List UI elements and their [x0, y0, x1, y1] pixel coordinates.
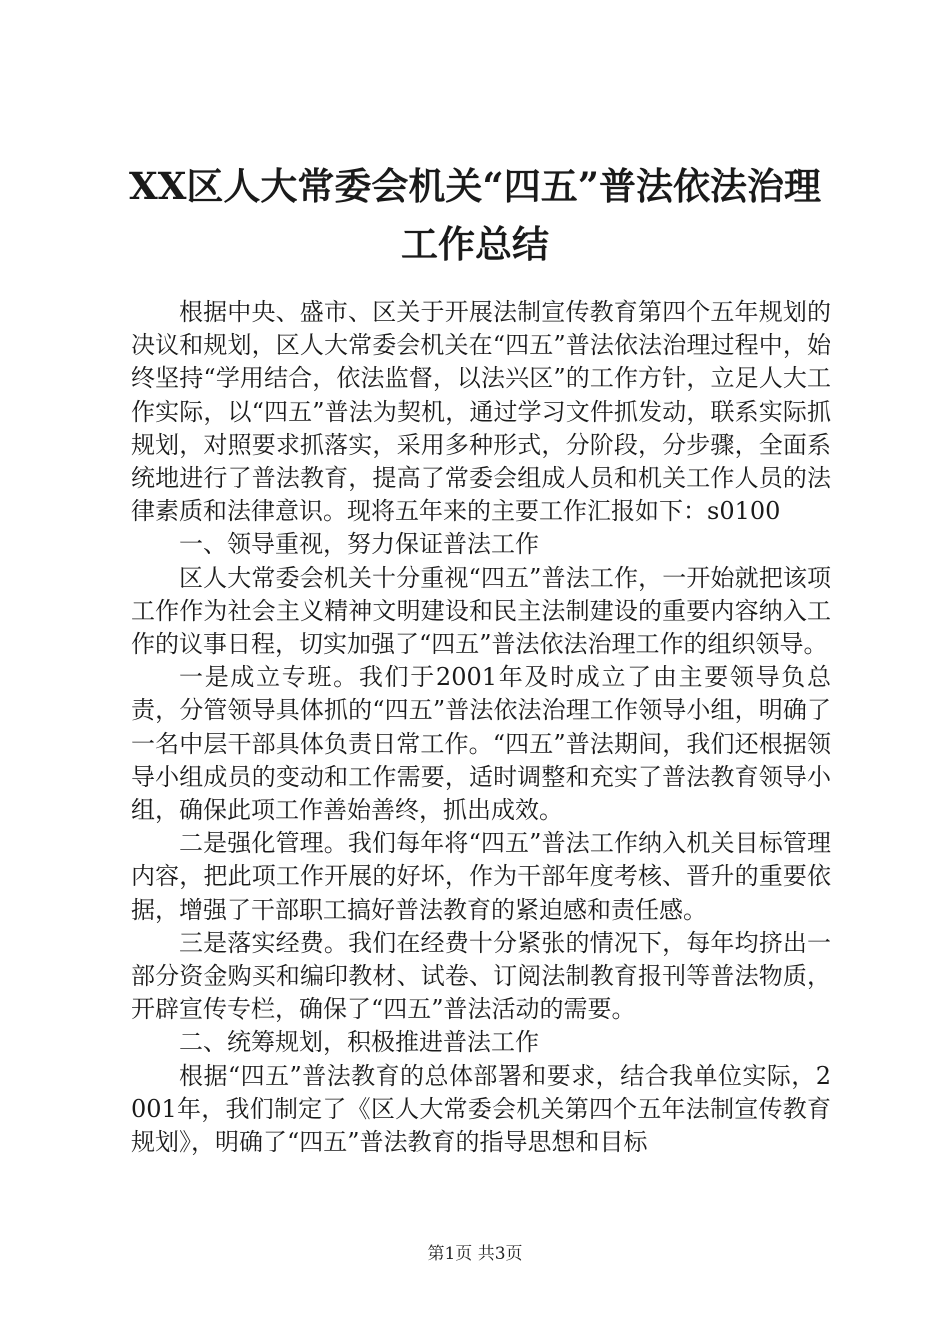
- paragraph-point-2: 二是强化管理。我们每年将“四五”普法工作纳入机关目标管理内容，把此项工作开展的好坏，作为干部年度考核、晋升的重要依据，增强了干部职工搞好普法教育的紧迫感和责任感。: [131, 829, 831, 924]
- document-title-line-2: 工作总结: [401, 222, 549, 266]
- section-heading-2: 二、统筹规划，积极推进普法工作: [179, 1028, 539, 1057]
- section-heading-1: 一、领导重视，努力保证普法工作: [179, 530, 539, 559]
- page-number-footer: 第1页 共3页: [427, 1244, 523, 1264]
- paragraph-section-2: 根据“四五”普法教育的总体部署和要求，结合我单位实际，2001年，我们制定了《区人大常委会机关第四个五年法制宣传教育规划》，明确了“四五”普法教育的指导思想和目标: [131, 1061, 831, 1157]
- paragraph-point-3: 三是落实经费。我们在经费十分紧张的情况下，每年均挤出一部分资金购买和编印教材、试卷、订阅法制教育报刊等普法物质，开辟宣传专栏，确保了“四五”普法活动的需要。: [131, 928, 831, 1024]
- paragraph-intro: 根据中央、盛市、区关于开展法制宣传教育第四个五年规划的决议和规划，区人大常委会机关在“四五”普法依法治理过程中，始终坚持“学用结合，依法监督，以法兴区”的工作方针，立足人大工作实际，以“四五”普法为契机，通过学习文件抓发动，联系实际抓规划，对照要求抓落实，采用多种形式，分阶段，分步骤，全面系统地进行了普法教育，提高了常委会组成人员和机关工作人员的法律素质和法律意识。现将五年来的主要工作汇报如下：s0100: [131, 298, 831, 526]
- document-title-line-1: XX区人大常委会机关“四五”普法依法治理: [129, 164, 821, 208]
- paragraph-point-1: 一是成立专班。我们于2001年及时成立了由主要领导负总责，分管领导具体抓的“四五”普法依法治理工作领导小组，明确了一名中层干部具体负责日常工作。“四五”普法期间，我们还根据领导小组成员的变动和工作需要，适时调整和充实了普法教育领导小组，确保此项工作善始善终，抓出成效。: [131, 663, 831, 825]
- paragraph-section-1: 区人大常委会机关十分重视“四五”普法工作，一开始就把该项工作作为社会主义精神文明建设和民主法制建设的重要内容纳入工作的议事日程，切实加强了“四五”普法依法治理工作的组织领导。: [131, 563, 831, 659]
- document-body: [131, 296, 831, 1159]
